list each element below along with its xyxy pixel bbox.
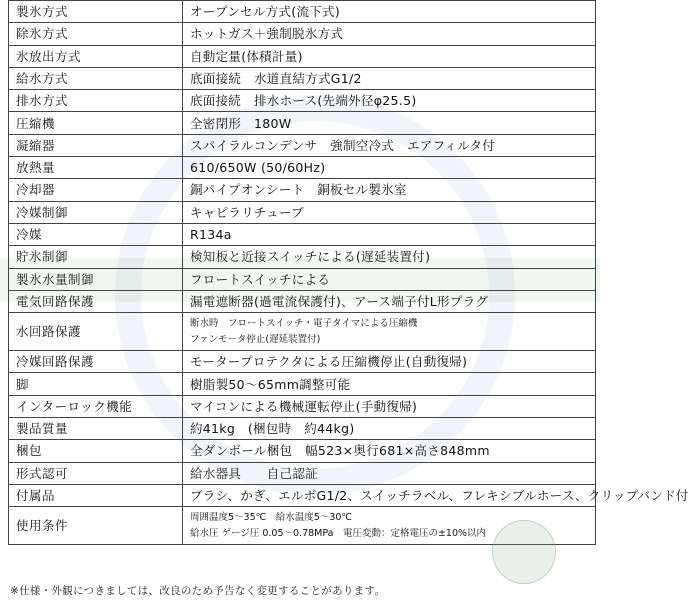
spec-label: 除氷方式 — [9, 23, 183, 45]
spec-label: 圧縮機 — [9, 112, 183, 134]
spec-row — [9, 290, 596, 312]
spec-value: 底面接続 排水ホース(先端外径φ25.5) — [183, 90, 596, 112]
spec-value-line: 断水時 フロートスイッチ・電子タイマによる圧縮機 — [190, 317, 418, 329]
spec-row — [9, 90, 596, 112]
spec-row — [9, 179, 596, 201]
spec-row — [9, 268, 596, 290]
spec-row — [9, 112, 596, 134]
spec-value: 自動定量(体積計量) — [183, 45, 596, 67]
spec-row — [9, 201, 596, 223]
spec-value: 漏電遮断器(過電流保護付)、アース端子付L形プラグ — [183, 290, 596, 312]
spec-label: 貯氷制御 — [9, 246, 183, 268]
spec-row — [9, 418, 596, 440]
spec-value: 約41kg (梱包時 約44kg) — [183, 418, 596, 440]
spec-value — [183, 313, 596, 351]
spec-label: 製氷水量制御 — [9, 268, 183, 290]
spec-label: 製氷方式 — [9, 1, 183, 23]
spec-label: 電気回路保護 — [9, 290, 183, 312]
spec-label: 付属品 — [9, 484, 183, 506]
spec-value: ブラシ、かぎ、エルボG1/2、スイッチラベル、フレキシブルホース、クリップバンド付 — [183, 484, 596, 506]
spec-label: 放熱量 — [9, 157, 183, 179]
spec-label: 氷放出方式 — [9, 45, 183, 67]
spec-label: 形式認可 — [9, 462, 183, 484]
spec-label: インターロック機能 — [9, 395, 183, 417]
spec-row — [9, 462, 596, 484]
spec-value: オープンセル方式(流下式) — [183, 1, 596, 23]
spec-value: 全ダンボール梱包 幅523×奥行681×高さ848mm — [183, 440, 596, 462]
spec-value: 検知板と近接スイッチによる(遅延装置付) — [183, 246, 596, 268]
spec-row — [9, 507, 596, 545]
spec-value: モータープロテクタによる圧縮機停止(自動復帰) — [183, 351, 596, 373]
spec-row — [9, 67, 596, 89]
spec-row — [9, 313, 596, 351]
spec-value: 全密閉形 180W — [183, 112, 596, 134]
spec-label: 給水方式 — [9, 67, 183, 89]
spec-label: 排水方式 — [9, 90, 183, 112]
spec-row — [9, 23, 596, 45]
spec-value: スパイラルコンデンサ 強制空冷式 エアフィルタ付 — [183, 134, 596, 156]
spec-row — [9, 157, 596, 179]
spec-label: 脚 — [9, 373, 183, 395]
spec-row — [9, 373, 596, 395]
spec-value-line: 周囲温度5～35℃ 給水温度5～30℃ — [190, 511, 353, 523]
spec-label: 凝縮器 — [9, 134, 183, 156]
spec-row — [9, 223, 596, 245]
spec-value: ホットガス＋強制脱氷方式 — [183, 23, 596, 45]
spec-label: 冷媒制御 — [9, 201, 183, 223]
spec-row — [9, 484, 596, 506]
spec-value: 樹脂製50～65mm調整可能 — [183, 373, 596, 395]
spec-row — [9, 246, 596, 268]
spec-row — [9, 395, 596, 417]
spec-label: 冷媒回路保護 — [9, 351, 183, 373]
spec-value: 給水器具 自己認証 — [183, 462, 596, 484]
spec-value: R134a — [183, 223, 596, 245]
spec-value: 銅パイプオンシート 銅板セル製氷室 — [183, 179, 596, 201]
spec-label: 梱包 — [9, 440, 183, 462]
spec-row — [9, 440, 596, 462]
spec-label: 製品質量 — [9, 418, 183, 440]
spec-row — [9, 45, 596, 67]
spec-value: キャピラリチューブ — [183, 201, 596, 223]
spec-label: 水回路保護 — [9, 313, 183, 351]
spec-value-line: ファンモータ停止(遅延装置付) — [190, 333, 321, 345]
spec-value: マイコンによる機械運転停止(手動復帰) — [183, 395, 596, 417]
spec-value — [183, 507, 596, 545]
spec-value: 底面接続 水道直結方式G1/2 — [183, 67, 596, 89]
spec-label: 冷媒 — [9, 223, 183, 245]
spec-value: 610/650W (50/60Hz) — [183, 157, 596, 179]
specification-table — [8, 0, 689, 545]
spec-row — [9, 134, 596, 156]
spec-label: 使用条件 — [9, 507, 183, 545]
spec-label: 冷却器 — [9, 179, 183, 201]
spec-value: フロートスイッチによる — [183, 268, 596, 290]
footnote: ※仕様・外観につきましては、改良のため予告なく変更することがあります。 — [10, 585, 386, 597]
spec-row — [9, 1, 596, 23]
spec-row — [9, 351, 596, 373]
spec-value-line: 給水圧 ゲージ圧 0.05～0.78MPa 電圧変動：定格電圧の±10%以内 — [190, 527, 487, 539]
